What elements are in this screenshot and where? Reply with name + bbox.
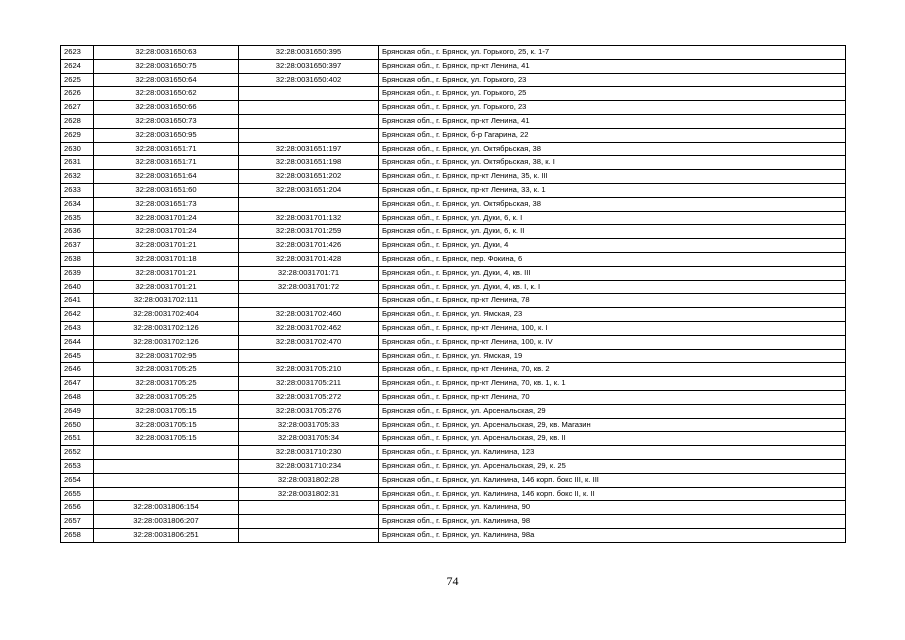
row-number-cell: 2635 — [61, 211, 94, 225]
land-cadastral-number-cell: 32:28:0031705:15 — [94, 404, 239, 418]
row-number-cell: 2636 — [61, 225, 94, 239]
row-number-cell: 2624 — [61, 59, 94, 73]
address-cell: Брянская обл., г. Брянск, пр-кт Ленина, 41 — [379, 59, 846, 73]
object-cadastral-number-cell — [239, 128, 379, 142]
table-row — [61, 446, 846, 460]
object-cadastral-number-cell — [239, 349, 379, 363]
land-cadastral-number-cell: 32:28:0031705:25 — [94, 377, 239, 391]
row-number-cell: 2652 — [61, 446, 94, 460]
land-cadastral-number-cell: 32:28:0031806:154 — [94, 501, 239, 515]
land-cadastral-number-cell: 32:28:0031651:64 — [94, 170, 239, 184]
object-cadastral-number-cell: 32:28:0031650:395 — [239, 46, 379, 60]
address-cell: Брянская обл., г. Брянск, ул. Арсенальская, 29, кв. II — [379, 432, 846, 446]
address-cell: Брянская обл., г. Брянск, ул. Калинина, 98а — [379, 528, 846, 542]
row-number-cell: 2630 — [61, 142, 94, 156]
row-number-cell: 2634 — [61, 197, 94, 211]
table-row — [61, 390, 846, 404]
object-cadastral-number-cell: 32:28:0031650:402 — [239, 73, 379, 87]
address-cell: Брянская обл., г. Брянск, ул. Дуки, 6, к. I — [379, 211, 846, 225]
land-cadastral-number-cell: 32:28:0031705:15 — [94, 432, 239, 446]
row-number-cell: 2654 — [61, 473, 94, 487]
row-number-cell: 2648 — [61, 390, 94, 404]
land-cadastral-number-cell: 32:28:0031651:60 — [94, 183, 239, 197]
table-row — [61, 487, 846, 501]
row-number-cell: 2640 — [61, 280, 94, 294]
table-row — [61, 59, 846, 73]
row-number-cell: 2638 — [61, 252, 94, 266]
land-cadastral-number-cell — [94, 487, 239, 501]
table-row — [61, 183, 846, 197]
address-cell: Брянская обл., г. Брянск, ул. Дуки, 4 — [379, 239, 846, 253]
object-cadastral-number-cell: 32:28:0031705:34 — [239, 432, 379, 446]
object-cadastral-number-cell — [239, 515, 379, 529]
address-cell: Брянская обл., г. Брянск, ул. Горького, 23 — [379, 101, 846, 115]
address-cell: Брянская обл., г. Брянск, пр-кт Ленина, 100, к. I — [379, 321, 846, 335]
table-row — [61, 404, 846, 418]
table-row — [61, 46, 846, 60]
land-cadastral-number-cell: 32:28:0031806:207 — [94, 515, 239, 529]
object-cadastral-number-cell: 32:28:0031802:31 — [239, 487, 379, 501]
object-cadastral-number-cell: 32:28:0031802:28 — [239, 473, 379, 487]
table-row — [61, 418, 846, 432]
page-number: 74 — [446, 574, 459, 588]
land-cadastral-number-cell: 32:28:0031701:21 — [94, 239, 239, 253]
land-cadastral-number-cell — [94, 473, 239, 487]
address-cell: Брянская обл., г. Брянск, пр-кт Ленина, 41 — [379, 114, 846, 128]
table-row — [61, 225, 846, 239]
land-cadastral-number-cell: 32:28:0031651:71 — [94, 156, 239, 170]
land-cadastral-number-cell: 32:28:0031650:73 — [94, 114, 239, 128]
land-cadastral-number-cell: 32:28:0031650:63 — [94, 46, 239, 60]
land-cadastral-number-cell: 32:28:0031702:111 — [94, 294, 239, 308]
row-number-cell: 2647 — [61, 377, 94, 391]
object-cadastral-number-cell: 32:28:0031705:33 — [239, 418, 379, 432]
object-cadastral-number-cell: 32:28:0031651:202 — [239, 170, 379, 184]
address-cell: Брянская обл., г. Брянск, ул. Ямская, 19 — [379, 349, 846, 363]
object-cadastral-number-cell: 32:28:0031705:210 — [239, 363, 379, 377]
land-cadastral-number-cell: 32:28:0031650:62 — [94, 87, 239, 101]
row-number-cell: 2655 — [61, 487, 94, 501]
address-cell: Брянская обл., г. Брянск, ул. Горького, 25 — [379, 87, 846, 101]
object-cadastral-number-cell: 32:28:0031705:276 — [239, 404, 379, 418]
object-cadastral-number-cell: 32:28:0031651:197 — [239, 142, 379, 156]
object-cadastral-number-cell — [239, 501, 379, 515]
row-number-cell: 2649 — [61, 404, 94, 418]
table-row — [61, 501, 846, 515]
row-number-cell: 2637 — [61, 239, 94, 253]
object-cadastral-number-cell: 32:28:0031710:234 — [239, 459, 379, 473]
address-cell: Брянская обл., г. Брянск, ул. Дуки, 4, кв. I, к. I — [379, 280, 846, 294]
land-cadastral-number-cell: 32:28:0031701:24 — [94, 225, 239, 239]
land-cadastral-number-cell — [94, 459, 239, 473]
land-cadastral-number-cell: 32:28:0031701:21 — [94, 266, 239, 280]
address-cell: Брянская обл., г. Брянск, пер. Фокина, 6 — [379, 252, 846, 266]
object-cadastral-number-cell — [239, 87, 379, 101]
land-cadastral-number-cell: 32:28:0031702:126 — [94, 335, 239, 349]
land-cadastral-number-cell: 32:28:0031702:126 — [94, 321, 239, 335]
land-cadastral-number-cell: 32:28:0031651:73 — [94, 197, 239, 211]
table-row — [61, 87, 846, 101]
table-row — [61, 156, 846, 170]
object-cadastral-number-cell: 32:28:0031710:230 — [239, 446, 379, 460]
table-row — [61, 432, 846, 446]
object-cadastral-number-cell: 32:28:0031701:426 — [239, 239, 379, 253]
object-cadastral-number-cell — [239, 294, 379, 308]
address-cell: Брянская обл., г. Брянск, пр-кт Ленина, 70, кв. 2 — [379, 363, 846, 377]
address-cell: Брянская обл., г. Брянск, ул. Калинина, 98 — [379, 515, 846, 529]
address-cell: Брянская обл., г. Брянск, ул. Горького, 25, к. 1-7 — [379, 46, 846, 60]
land-cadastral-number-cell: 32:28:0031806:251 — [94, 528, 239, 542]
object-cadastral-number-cell: 32:28:0031701:72 — [239, 280, 379, 294]
table-row — [61, 321, 846, 335]
address-cell: Брянская обл., г. Брянск, ул. Горького, 23 — [379, 73, 846, 87]
row-number-cell: 2650 — [61, 418, 94, 432]
row-number-cell: 2632 — [61, 170, 94, 184]
address-cell: Брянская обл., г. Брянск, ул. Дуки, 4, кв. III — [379, 266, 846, 280]
table-row — [61, 308, 846, 322]
object-cadastral-number-cell: 32:28:0031651:204 — [239, 183, 379, 197]
row-number-cell: 2643 — [61, 321, 94, 335]
row-number-cell: 2646 — [61, 363, 94, 377]
row-number-cell: 2651 — [61, 432, 94, 446]
object-cadastral-number-cell: 32:28:0031650:397 — [239, 59, 379, 73]
object-cadastral-number-cell: 32:28:0031702:460 — [239, 308, 379, 322]
row-number-cell: 2657 — [61, 515, 94, 529]
table-row — [61, 114, 846, 128]
table-row — [61, 142, 846, 156]
address-cell: Брянская обл., г. Брянск, ул. Октябрьская, 38 — [379, 197, 846, 211]
object-cadastral-number-cell: 32:28:0031701:259 — [239, 225, 379, 239]
table-row — [61, 349, 846, 363]
table-row — [61, 363, 846, 377]
address-cell: Брянская обл., г. Брянск, пр-кт Ленина, 70 — [379, 390, 846, 404]
land-cadastral-number-cell: 32:28:0031650:64 — [94, 73, 239, 87]
address-cell: Брянская обл., г. Брянск, пр-кт Ленина, 35, к. III — [379, 170, 846, 184]
land-cadastral-number-cell: 32:28:0031650:95 — [94, 128, 239, 142]
table-row — [61, 211, 846, 225]
object-cadastral-number-cell: 32:28:0031705:272 — [239, 390, 379, 404]
table-row — [61, 101, 846, 115]
table-row — [61, 528, 846, 542]
address-cell: Брянская обл., г. Брянск, ул. Октябрьская, 38, к. I — [379, 156, 846, 170]
object-cadastral-number-cell — [239, 528, 379, 542]
object-cadastral-number-cell: 32:28:0031651:198 — [239, 156, 379, 170]
table-row — [61, 377, 846, 391]
row-number-cell: 2623 — [61, 46, 94, 60]
address-cell: Брянская обл., г. Брянск, ул. Арсенальская, 29, к. 25 — [379, 459, 846, 473]
row-number-cell: 2658 — [61, 528, 94, 542]
address-cell: Брянская обл., г. Брянск, ул. Калинина, 123 — [379, 446, 846, 460]
table-row — [61, 515, 846, 529]
address-cell: Брянская обл., г. Брянск, б-р Гагарина, 22 — [379, 128, 846, 142]
address-cell: Брянская обл., г. Брянск, пр-кт Ленина, 33, к. 1 — [379, 183, 846, 197]
land-cadastral-number-cell: 32:28:0031701:18 — [94, 252, 239, 266]
row-number-cell: 2639 — [61, 266, 94, 280]
row-number-cell: 2644 — [61, 335, 94, 349]
table-row — [61, 335, 846, 349]
table-row — [61, 459, 846, 473]
object-cadastral-number-cell — [239, 101, 379, 115]
object-cadastral-number-cell — [239, 114, 379, 128]
land-cadastral-number-cell: 32:28:0031705:25 — [94, 363, 239, 377]
object-cadastral-number-cell: 32:28:0031702:470 — [239, 335, 379, 349]
address-cell: Брянская обл., г. Брянск, ул. Арсенальская, 29 — [379, 404, 846, 418]
row-number-cell: 2628 — [61, 114, 94, 128]
row-number-cell: 2629 — [61, 128, 94, 142]
row-number-cell: 2627 — [61, 101, 94, 115]
land-cadastral-number-cell — [94, 446, 239, 460]
land-cadastral-number-cell: 32:28:0031705:15 — [94, 418, 239, 432]
row-number-cell: 2633 — [61, 183, 94, 197]
land-cadastral-number-cell: 32:28:0031651:71 — [94, 142, 239, 156]
land-cadastral-number-cell: 32:28:0031702:404 — [94, 308, 239, 322]
table-row — [61, 73, 846, 87]
address-cell: Брянская обл., г. Брянск, пр-кт Ленина, 78 — [379, 294, 846, 308]
address-cell: Брянская обл., г. Брянск, ул. Арсенальская, 29, кв. Магазин — [379, 418, 846, 432]
registry-table — [60, 45, 846, 543]
address-cell: Брянская обл., г. Брянск, ул. Калинина, 146 корп. бокс III, к. III — [379, 473, 846, 487]
row-number-cell: 2656 — [61, 501, 94, 515]
table-row — [61, 473, 846, 487]
object-cadastral-number-cell: 32:28:0031701:428 — [239, 252, 379, 266]
table-row — [61, 294, 846, 308]
registry-table-body — [61, 46, 846, 543]
land-cadastral-number-cell: 32:28:0031650:75 — [94, 59, 239, 73]
address-cell: Брянская обл., г. Брянск, ул. Калинина, 146 корп. бокс II, к. II — [379, 487, 846, 501]
address-cell: Брянская обл., г. Брянск, ул. Ямская, 23 — [379, 308, 846, 322]
address-cell: Брянская обл., г. Брянск, ул. Дуки, 6, к. II — [379, 225, 846, 239]
row-number-cell: 2653 — [61, 459, 94, 473]
land-cadastral-number-cell: 32:28:0031705:25 — [94, 390, 239, 404]
land-cadastral-number-cell: 32:28:0031701:24 — [94, 211, 239, 225]
table-row — [61, 170, 846, 184]
table-row — [61, 280, 846, 294]
row-number-cell: 2626 — [61, 87, 94, 101]
object-cadastral-number-cell: 32:28:0031701:71 — [239, 266, 379, 280]
row-number-cell: 2641 — [61, 294, 94, 308]
row-number-cell: 2631 — [61, 156, 94, 170]
address-cell: Брянская обл., г. Брянск, пр-кт Ленина, 70, кв. 1, к. 1 — [379, 377, 846, 391]
address-cell: Брянская обл., г. Брянск, пр-кт Ленина, 100, к. IV — [379, 335, 846, 349]
row-number-cell: 2642 — [61, 308, 94, 322]
object-cadastral-number-cell: 32:28:0031705:211 — [239, 377, 379, 391]
table-row — [61, 266, 846, 280]
table-row — [61, 128, 846, 142]
object-cadastral-number-cell — [239, 197, 379, 211]
table-row — [61, 252, 846, 266]
row-number-cell: 2645 — [61, 349, 94, 363]
row-number-cell: 2625 — [61, 73, 94, 87]
land-cadastral-number-cell: 32:28:0031650:66 — [94, 101, 239, 115]
object-cadastral-number-cell: 32:28:0031701:132 — [239, 211, 379, 225]
object-cadastral-number-cell: 32:28:0031702:462 — [239, 321, 379, 335]
address-cell: Брянская обл., г. Брянск, ул. Октябрьская, 38 — [379, 142, 846, 156]
table-row — [61, 239, 846, 253]
address-cell: Брянская обл., г. Брянск, ул. Калинина, 90 — [379, 501, 846, 515]
land-cadastral-number-cell: 32:28:0031701:21 — [94, 280, 239, 294]
table-row — [61, 197, 846, 211]
land-cadastral-number-cell: 32:28:0031702:95 — [94, 349, 239, 363]
